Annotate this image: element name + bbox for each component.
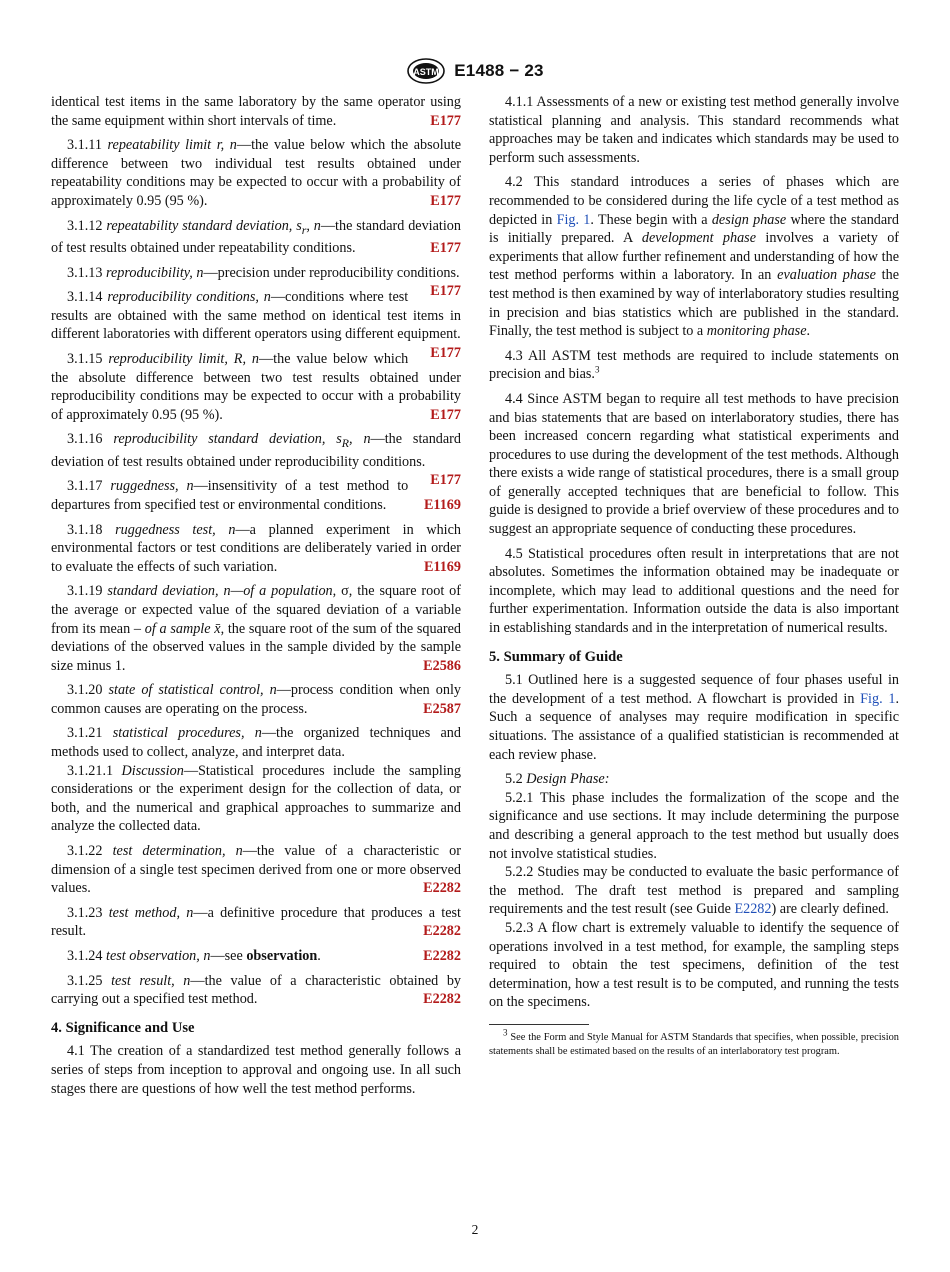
page-number: 2 (471, 1222, 479, 1237)
definition-3-1-18: 3.1.18 ruggedness test, n—a planned experiment in which environmental factors or test conditions are deliberately varied in order to evaluate the effects of such variation. E1169 (51, 521, 461, 575)
definition-3-1-13: 3.1.13 reproducibility, n—precision under reproducibility conditions. E177 (67, 264, 461, 300)
definition-3-1-25: 3.1.25 test result, n—the value of a characteristic obtained by carrying out a specified test method. E2282 (51, 972, 462, 1008)
reference-link[interactable]: E177 (430, 472, 461, 489)
paragraph-4-1: 4.1 The creation of a standardized test method generally follows a series of steps from inception to approval and ongoing use. In all such stages there are questions of how well the test method performs. (51, 1043, 461, 1097)
reference-link[interactable]: E177 (430, 112, 461, 129)
paragraph-5-2-1: 5.2.1 This phase includes the formalization of the scope and the significance and use sections. It may include determining the purpose and describing a general approach to the test method but usually does not involve statistical studies. (489, 789, 899, 862)
reference-link[interactable]: E2282 (423, 991, 461, 1008)
paragraph-continuation: identical test items in the same laboratory by the same operator using the same equipment within short intervals of time. E177 (51, 94, 461, 129)
definition-3-1-16: 3.1.16 reproducibility standard deviation, $s_R$, n—the standard deviation of test results obtained under reproducibility conditions. E177 (51, 431, 461, 489)
definition-3-1-23: 3.1.23 test method, n—a definitive procedure that produces a test result. E2282 (51, 904, 462, 940)
definition-3-1-19: 3.1.19 standard deviation, n—of a population, σ, the square root of the average or expected value of the squared deviation of a variable from its mean – of a sample x̄, the square root of the sum of the squared deviations of the observed values in the sample divided by the sample size minus 1. E2586 (51, 583, 461, 674)
definition-3-1-22: 3.1.22 test determination, n—the value of a characteristic or dimension of a single test specimen derived from one or more observed values. E2282 (51, 843, 461, 897)
definition-3-1-20: 3.1.20 state of statistical control, n—process condition when only common causes are operating on the process. E2587 (51, 682, 462, 717)
figure-link[interactable]: Fig. 1 (556, 211, 591, 228)
definition-3-1-24: 3.1.24 test observation, n—see observation. E2282 (67, 948, 461, 964)
paragraph-4-2: 4.2 This standard introduces a series of phases which are recommended to be considered during the life cycle of a test method as depicted in Fig. 1. These begin with a design phase where the standard is initially prepared. A development phase involves a variety of experiments that allow further refinement and understanding of how the test method performs within a laboratory. In an evaluation phase the test method is then examined by way of interlaboratory studies resulting in precision and bias statistics which are published in the standard. Finally, the test method is subject to a monitoring phase. (489, 174, 900, 340)
reference-link[interactable]: E177 (430, 344, 461, 361)
definition-3-1-17: 3.1.17 ruggedness, n—insensitivity of a test method to departures from specified test or environmental conditions. E1169 (51, 478, 461, 513)
definition-3-1-11: 3.1.11 repeatability limit r, n—the value below which the absolute difference between two individual test results obtained under repeatability conditions may be expected to occur with a probability of approximately 0.95 (95 %). E177 (51, 137, 462, 209)
reference-link[interactable]: E177 (430, 406, 461, 423)
paragraph-5-2-2: 5.2.2 Studies may be conducted to evaluate the basic performance of the method. The draft test method is prepared and sampling requirements and the test result (see Guide E2282) are clearly defined. (489, 864, 899, 918)
reference-link[interactable]: E177 (430, 239, 461, 256)
reference-link[interactable]: E177 (430, 283, 461, 300)
reference-link[interactable]: E1169 (423, 496, 461, 513)
reference-link[interactable]: E2282 (423, 880, 461, 897)
paragraph-5-1: 5.1 Outlined here is a suggested sequence of four phases useful in the development of a test method. A flowchart is provided in Fig. 1. Such a sequence of analyses may require modification in specific situations. The assistance of a qualified statistician is recommended at each review phase. (489, 672, 899, 763)
reference-link[interactable]: E2282 (734, 901, 772, 918)
section-heading-5: 5. Summary of Guide (489, 648, 623, 665)
paragraph-5-2: 5.2 Design Phase: (505, 771, 610, 788)
paragraph-5-2-3: 5.2.3 A flow chart is extremely valuable to identify the sequence of operations involved in a test method, for example, the sampling steps required to obtain the test specimens, definition of the test determination, how a test result is to be computed, and running the tests on the specimens. (489, 919, 899, 1011)
reference-link[interactable]: E2282 (423, 923, 461, 940)
reference-link[interactable]: E2282 (423, 948, 461, 964)
definition-3-1-14: 3.1.14 reproducibility conditions, n—conditions where test results are obtained with the same method on identical test items in different laboratories with different operators using different equipment. E177 (51, 289, 461, 361)
reference-link[interactable]: E2586 (423, 657, 461, 674)
document-designation: E1488 − 23 (454, 61, 544, 80)
paragraph-4-5: 4.5 Statistical procedures often result in interpretations that are not absolutes. Sometimes the information obtained may be inadequate or incomplete, which may lead to additional questions and the need for further experimentation. Information outside the data is also important in establishing standards and in the interpretation of numerical results. (489, 545, 899, 637)
definition-3-1-21: 3.1.21 statistical procedures, n—the organized techniques and methods used to collect, analyze, and interpret data. (51, 725, 461, 761)
reference-link[interactable]: E1169 (423, 558, 461, 575)
definition-3-1-12: 3.1.12 repeatability standard deviation, $s_r$, n—the standard deviation of test results obtained under repeatability conditions. E177 (51, 217, 461, 256)
paragraph-4-4: 4.4 Since ASTM began to require all test methods to have precision and bias statements that are based on interlaboratory studies, there has been increased concern regarding what statistical experiments and procedures to use during the development of the test methods. Although there exists a wide range of statistical procedures, there is a small group of generally accepted techniques that are beneficial to follow. This guide is designed to provide a brief overview of these procedures and to suggest an appropriate sequence of conducting these procedures. (489, 390, 899, 538)
paragraph-4-3: 4.3 All ASTM test methods are required to include statements on precision and bias.$^3$ (489, 347, 899, 383)
left-column (51, 93, 461, 1104)
footnote: $^3$ See the Form and Style Manual for ASTM Standards that specifies, when possible, precision statements shall be estimated based on the results of an interlaboratory test program. (489, 1027, 899, 1057)
astm-logo-icon (406, 57, 446, 85)
definition-3-1-15: 3.1.15 reproducibility limit, R, n—the value below which the absolute difference between two test results obtained under reproducibility conditions may be expected to occur with a probability of approximately 0.95 (95 %). E177 (51, 350, 461, 423)
page-header (0, 56, 950, 86)
reference-link[interactable]: E2587 (423, 700, 461, 717)
paragraph-4-1-1: 4.1.1 Assessments of a new or existing test method generally involve statistical planning and analysis. This standard recommends what approaches may be taken and indicates which standards may be used to perform such assessments. (489, 94, 899, 166)
figure-link[interactable]: Fig. 1 (860, 690, 896, 707)
footnote-divider (489, 1024, 589, 1025)
definition-3-1-21-1: 3.1.21.1 Discussion—Statistical procedures include the sampling considerations or the experiment design for the collection of data, or both, and the numerical and graphical approaches to summarize and analyze the collected data. (51, 762, 461, 835)
section-heading-4: 4. Significance and Use (51, 1019, 195, 1036)
footnote-marker[interactable]: 3 (594, 364, 600, 375)
svg-text:ASTM: ASTM (413, 67, 440, 77)
reference-link[interactable]: E177 (430, 192, 461, 209)
right-column (489, 93, 899, 1059)
